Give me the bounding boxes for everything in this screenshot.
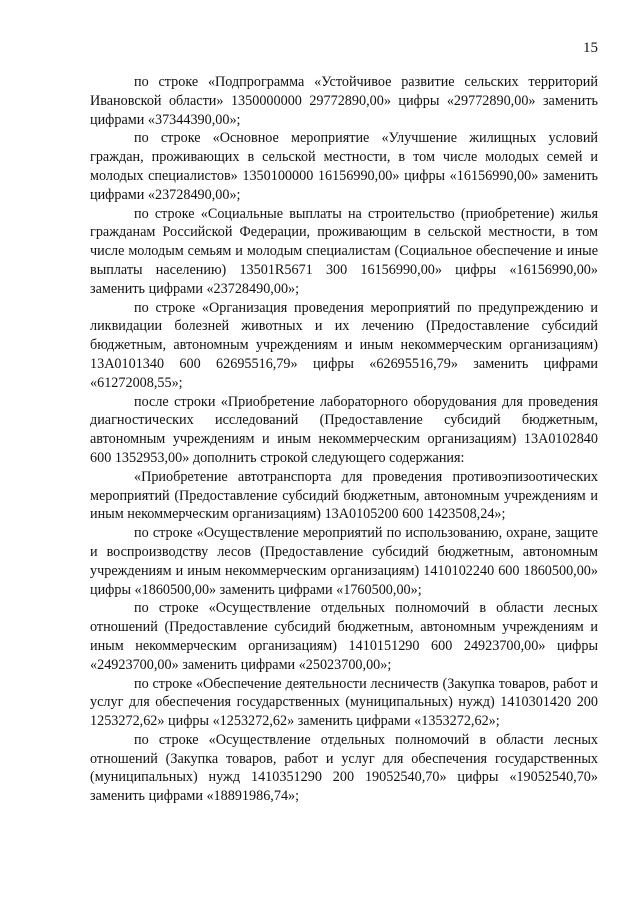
page-number: 15 — [583, 40, 598, 56]
paragraph-forest-protection: по строке «Осуществление мероприятий по использованию, охране, защите и воспроизводству лесов (Предоставление субсидий бюджетным, автономным учреждениям и иным некоммерческим организациям) 1410102240 600 1860500,00» цифры «1860500,00» заменить цифрами «1760500,00»; — [90, 525, 598, 598]
document-body — [90, 73, 598, 806]
paragraph-social-payments: по строке «Социальные выплаты на строительство (приобретение) жилья гражданам Российской Федерации, проживающим в сельской местности, в том числе молодым семьям и молодым специалистам (Социальное обеспечение и иные выплаты населению) 13501R5671 300 16156990,00» цифры «16156990,00» заменить цифрами «23728490,00»; — [90, 205, 598, 297]
paragraph-housing-conditions: по строке «Основное мероприятие «Улучшение жилищных условий граждан, проживающих в сельской местности, в том числе молодых семей и молодых специалистов» 1350100000 16156990,00» цифры «16156990,00» заменить цифрами «23728490,00»; — [90, 130, 598, 203]
paragraph-forest-authority-subsidies: по строке «Осуществление отдельных полномочий в области лесных отношений (Предоставление субсидий бюджетным, автономным учреждениям и иным некоммерческим организациям) 1410151290 600 24923700,00» цифры «24923700,00» заменить цифрами «25023700,00»; — [90, 600, 598, 673]
paragraph-lab-equipment: после строки «Приобретение лабораторного оборудования для проведения диагностических исследований (Предоставление субсидий бюджетным, автономным учреждениям и иным некоммерческим организациям) 13А0102840 600 1352953,00» дополнить строкой следующего содержания: — [90, 393, 598, 466]
paragraph-animal-disease-prevention: по строке «Организация проведения мероприятий по предупреждению и ликвидации болезней животных и их лечению (Предоставление субсидий бюджетным, автономным учреждениям и иным некоммерческим организациям) 13А0101340 600 62695516,79» цифры «62695516,79» заменить цифрами «61272008,55»; — [90, 299, 598, 391]
paragraph-vehicle-purchase: «Приобретение автотранспорта для проведения противоэпизоотических мероприятий (Предоставление субсидий бюджетным, автономным учреждениям и иным некоммерческим организациям) 13А0105200 600 1423508,24»; — [90, 468, 598, 523]
paragraph-forest-authority-procurement: по строке «Осуществление отдельных полномочий в области лесных отношений (Закупка товаров, работ и услуг для обеспечения государственных (муниципальных) нужд 1410351290 200 19052540,70» цифры «19052540,70» заменить цифрами «18891986,74»; — [90, 731, 598, 805]
paragraph-forestry-support: по строке «Обеспечение деятельности лесничеств (Закупка товаров, работ и услуг для обеспечения государственных (муниципальных) нужд) 1410301420 200 1253272,62» цифры «1253272,62» заменить цифрами «1353272,62»; — [90, 675, 598, 730]
paragraph-subprogram-rural-development: по строке «Подпрограмма «Устойчивое развитие сельских территорий Ивановской области» 1350000000 29772890,00» цифры «29772890,00» заменить цифрами «37344390,00»; — [90, 74, 598, 128]
